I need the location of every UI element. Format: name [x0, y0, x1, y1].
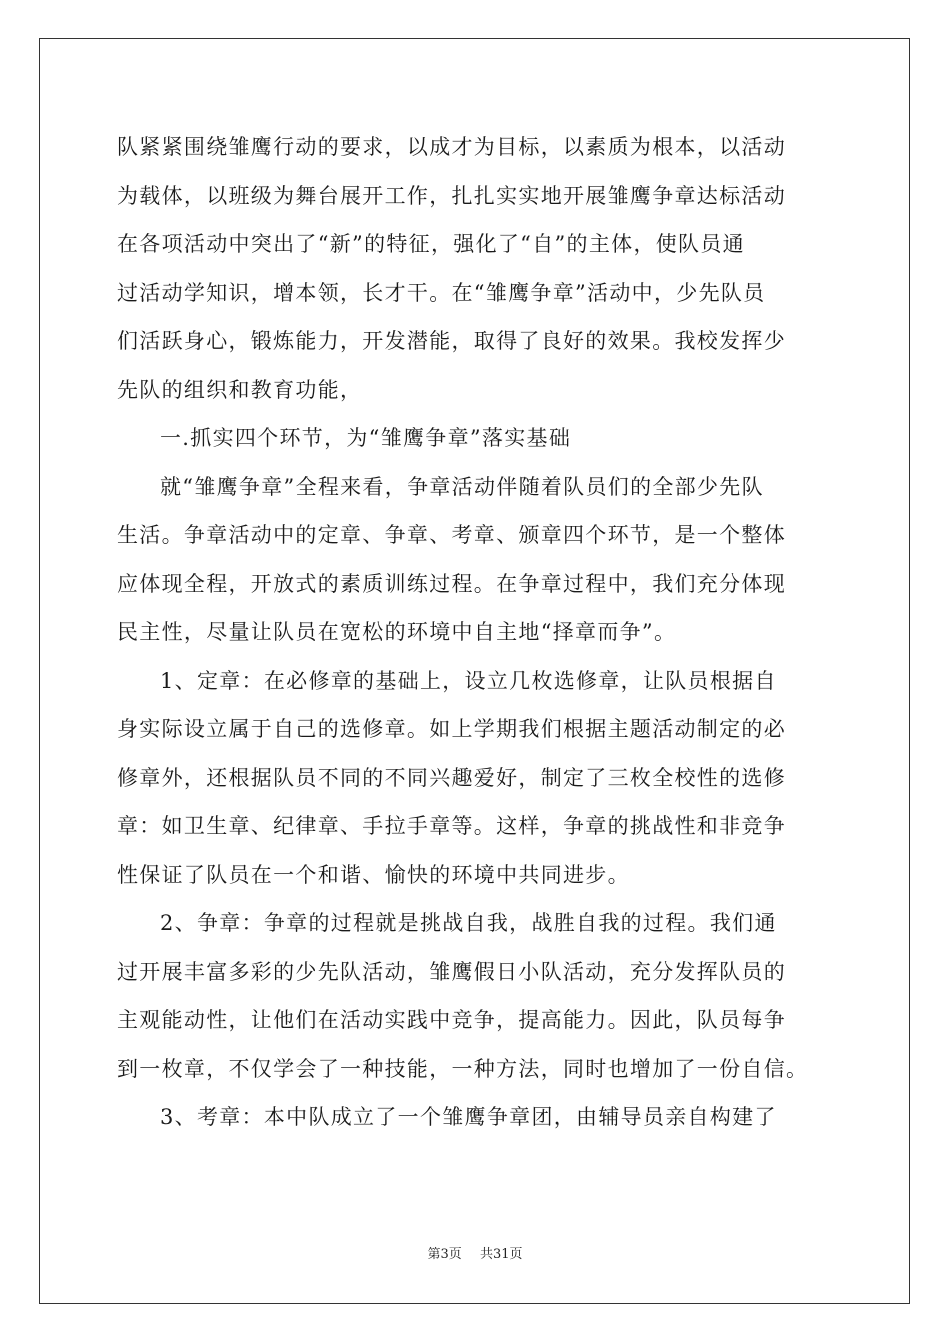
section-heading: 一.抓实四个环节，为“雏鹰争章”落实基础	[160, 426, 572, 450]
text-line: 到一枚章，不仅学会了一种技能，一种方法，同时也增加了一份自信。	[117, 1056, 809, 1081]
text-line: 在各项活动中突出了“新”的特征，强化了“自”的主体，使队员通	[117, 232, 745, 256]
text-line: 们活跃身心，锻炼能力，开发潜能，取得了良好的效果。我校发挥少	[117, 329, 786, 353]
text-line: 1、定章：在必修章的基础上，设立几枚选修章，让队员根据自	[160, 668, 777, 693]
text-line: 为载体，以班级为舞台展开工作，扎扎实实地开展雏鹰争章达标活动	[117, 183, 786, 208]
text-line: 就“雏鹰争章”全程来看，争章活动伴随着队员们的全部少先队	[160, 474, 764, 499]
text-line: 3、考章：本中队成立了一个雏鹰争章团，由辅导员亲自构建了	[160, 1105, 777, 1129]
text-line: 章：如卫生章、纪律章、手拉手章等。这样，争章的挑战性和非竞争	[117, 814, 786, 838]
page-number: 第3页	[427, 1247, 462, 1262]
text-line: 身实际设立属于自己的选修章。如上学期我们根据主题活动制定的必	[117, 717, 786, 741]
document-body	[117, 123, 839, 1142]
text-line: 民主性，尽量让队员在宽松的环境中自主地“择章而争”。	[117, 620, 677, 644]
page-footer	[0, 1246, 950, 1264]
total-pages: 共31页	[479, 1247, 523, 1262]
text-line: 主观能动性，让他们在活动实践中竞争，提高能力。因此，队员每争	[117, 1008, 786, 1032]
text-line: 生活。争章活动中的定章、争章、考章、颁章四个环节，是一个整体	[117, 523, 786, 547]
text-line: 2、争章：争章的过程就是挑战自我，战胜自我的过程。我们通	[160, 911, 777, 935]
text-line: 过活动学知识，增本领，长才干。在“雏鹰争章”活动中，少先队员	[117, 280, 766, 305]
text-line: 修章外，还根据队员不同的不同兴趣爱好，制定了三枚全校性的选修	[117, 765, 786, 790]
text-line: 先队的组织和教育功能，	[117, 377, 363, 402]
text-line: 队紧紧围绕雏鹰行动的要求，以成才为目标，以素质为根本，以活动	[117, 135, 786, 159]
text-line: 过开展丰富多彩的少先队活动，雏鹰假日小队活动，充分发挥队员的	[117, 959, 786, 984]
text-line: 性保证了队员在一个和谐、愉快的环境中共同进步。	[117, 862, 630, 887]
text-line: 应体现全程，开放式的素质训练过程。在争章过程中，我们充分体现	[117, 571, 786, 596]
